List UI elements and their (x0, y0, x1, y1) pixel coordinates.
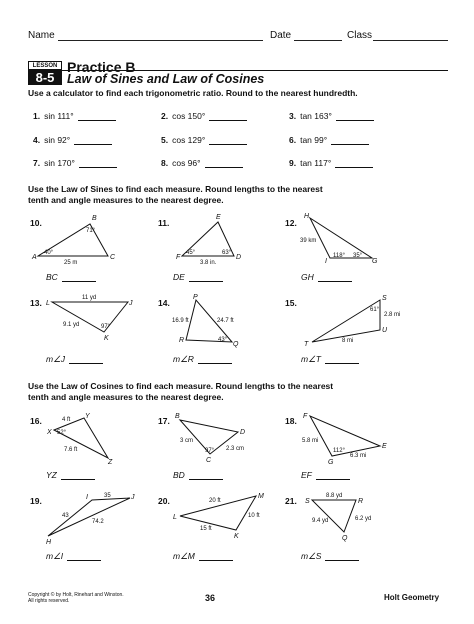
problem-number: 6. (289, 135, 297, 145)
answer-blank[interactable] (61, 471, 95, 480)
vertex-b: B (175, 413, 180, 420)
section3-instruction-line1: Use the Law of Cosines to find each measure. Round lengths to the nearest (28, 381, 334, 391)
answer-label: m∠R (173, 354, 194, 364)
answer-label: m∠J (46, 354, 65, 364)
angle-d-label: 63° (222, 250, 232, 256)
vertex-e: E (216, 214, 221, 221)
problem-18-number: 18. (285, 416, 297, 426)
problem-expr: sin 170° (44, 158, 75, 168)
side-cd-label: 2.3 cm (226, 446, 245, 452)
side-rq-label: 6.2 yd (355, 516, 372, 522)
answer-12 (301, 272, 352, 282)
answer-blank[interactable] (189, 273, 223, 282)
answer-blank[interactable] (69, 355, 103, 364)
vertex-l: L (173, 514, 177, 521)
side-lk-label: 15 ft (200, 526, 212, 532)
page-title: Practice B (67, 59, 136, 75)
vertex-x: X (47, 429, 52, 436)
problem-10-number: 10. (30, 218, 42, 228)
angle-b-label: 71° (86, 228, 96, 234)
vertex-p: P (193, 294, 198, 301)
answer-label: YZ (46, 470, 57, 480)
answer-18 (301, 470, 350, 480)
answer-blank[interactable] (316, 471, 350, 480)
side-ij-label: 35 (104, 493, 111, 499)
answer-15 (301, 354, 359, 365)
vertex-d: D (236, 254, 242, 261)
problem-expr: sin 111° (44, 111, 74, 121)
name-label: Name (28, 30, 55, 41)
problem-17-number: 17. (158, 416, 170, 426)
answer-blank[interactable] (325, 552, 359, 561)
side-mk-label: 10 ft (248, 513, 260, 519)
answer-label: EF (301, 470, 312, 480)
answer-blank[interactable] (325, 355, 359, 364)
side-pr-label: 16.9 ft (172, 318, 189, 324)
vertex-c: C (206, 457, 212, 464)
vertex-r: R (179, 337, 185, 344)
vertex-y: Y (85, 413, 90, 420)
vertex-j: J (129, 300, 133, 307)
answer-label: BC (46, 272, 58, 282)
section3-instruction (28, 381, 448, 403)
angle-k-label: 97° (101, 324, 111, 330)
side-tu-label: 8 mi (342, 338, 354, 344)
side-hi-label: 43 (62, 513, 69, 519)
vertex-k: K (234, 533, 239, 540)
vertex-l: L (46, 300, 50, 307)
problem-number: 7. (33, 158, 41, 168)
problem-12-number: 12. (285, 218, 297, 228)
copyright (28, 592, 124, 604)
problem-expr: tan 117° (300, 158, 332, 168)
vertex-e: E (382, 443, 387, 450)
vertex-a: A (32, 254, 37, 261)
vertex-b: B (92, 215, 97, 222)
vertex-r: R (358, 498, 364, 505)
lesson-number: 8-5 (35, 70, 55, 85)
vertex-q: Q (342, 535, 348, 542)
problem-20-number: 20. (158, 496, 170, 506)
vertex-j: J (131, 494, 135, 501)
vertex-s: S (382, 295, 387, 302)
side-hj-label: 74.2 (92, 519, 104, 525)
problem-14-number: 14. (158, 298, 170, 308)
answer-14 (173, 354, 232, 365)
answer-label: GH (301, 272, 314, 282)
angle-a-label: 40° (44, 250, 54, 256)
side-fg-label: 5.8 mi (302, 438, 319, 444)
problem-21-number: 21. (285, 496, 297, 506)
problem-number: 5. (161, 135, 169, 145)
answer-13 (46, 354, 103, 365)
side-sr-label: 8.8 yd (326, 493, 343, 499)
answer-label: DE (173, 272, 185, 282)
vertex-q: Q (233, 341, 239, 348)
vertex-g: G (372, 258, 378, 265)
answer-16 (46, 470, 95, 480)
angle-c-label: 97° (205, 448, 215, 454)
triangle-xyz (54, 418, 108, 458)
answer-10 (46, 272, 96, 282)
problem-19-number: 19. (30, 496, 42, 506)
problem-number: 9. (289, 158, 297, 168)
answer-label: m∠S (301, 551, 322, 561)
answer-19 (46, 551, 101, 562)
vertex-k: K (104, 335, 109, 342)
side-xy-label: 4 ft (62, 417, 71, 423)
problem-16-number: 16. (30, 416, 42, 426)
angle-i-label: 118° (333, 253, 345, 259)
page-number: 36 (205, 593, 216, 603)
page-subtitle: Law of Sines and Law of Cosines (67, 72, 265, 86)
class-label: Class (347, 30, 373, 41)
copyright-line2: All rights reserved. (28, 598, 70, 604)
side-xz-label: 7.6 ft (64, 447, 78, 453)
side-sq-label: 9.4 yd (312, 518, 329, 524)
answer-11 (173, 272, 223, 282)
answer-blank[interactable] (62, 273, 96, 282)
side-ac-label: 25 m (64, 260, 78, 266)
angle-f-label: 45° (186, 250, 196, 256)
vertex-t: T (304, 341, 309, 348)
problem-number: 2. (161, 111, 169, 121)
section2-instruction-line1: Use the Law of Sines to find each measure. Round lengths to the nearest (28, 184, 323, 194)
triangle-hij (48, 498, 130, 536)
answer-blank[interactable] (318, 273, 352, 282)
problem-expr: cos 150° (172, 111, 206, 121)
vertex-i: I (325, 258, 327, 265)
angle-q-label: 43° (218, 337, 228, 343)
copyright-line1: Copyright © by Holt, Rinehart and Winston. (28, 592, 124, 598)
side-su-label: 2.8 mi (384, 312, 401, 318)
triangle-ghi (310, 218, 372, 258)
side-bc-label: 3 cm (180, 438, 194, 444)
answer-21 (301, 551, 359, 562)
side-pq-label: 24.7 ft (217, 318, 234, 324)
problem-11-number: 11. (158, 218, 170, 228)
vertex-f: F (176, 254, 181, 261)
vertex-s: S (305, 498, 310, 505)
angle-g-label: 112° (333, 448, 345, 454)
problem-expr: cos 129° (172, 135, 206, 145)
vertex-f: F (303, 413, 308, 420)
lesson-tag: LESSON (28, 61, 62, 70)
vertex-d: D (240, 429, 246, 436)
section2-instruction-line2: tenth and angle measures to the nearest degree. (28, 195, 224, 205)
side-lk-label: 9.1 yd (63, 322, 80, 328)
vertex-h: H (304, 213, 310, 220)
problem-number: 3. (289, 111, 297, 121)
problem-number: 4. (33, 135, 41, 145)
side-ge-label: 6.3 mi (350, 453, 367, 459)
date-label: Date (270, 30, 292, 41)
angle-g-label: 35° (353, 253, 363, 259)
problem-expr: tan 99° (300, 135, 328, 145)
vertex-i: I (86, 494, 88, 501)
answer-label: BD (173, 470, 185, 480)
problem-expr: tan 163° (300, 111, 332, 121)
vertex-z: Z (108, 459, 113, 466)
book-title: Holt Geometry (384, 593, 440, 602)
vertex-h: H (46, 539, 52, 546)
section3-instruction-line2: tenth and angle measures to the nearest degree. (28, 392, 224, 402)
answer-blank[interactable] (67, 552, 101, 561)
answer-20 (173, 551, 233, 562)
triangle-efg (310, 416, 380, 456)
vertex-u: U (382, 327, 388, 334)
problem-number: 1. (33, 111, 41, 121)
angle-x-label: 52° (57, 430, 67, 436)
problem-expr: cos 96° (172, 158, 201, 168)
side-lm-label: 20 ft (209, 498, 221, 504)
answer-17 (173, 470, 223, 480)
answer-label: m∠M (173, 551, 195, 561)
answer-blank[interactable] (198, 355, 232, 364)
triangle-qrs (312, 500, 356, 532)
answer-label: m∠T (301, 354, 321, 364)
problem-13-number: 13. (30, 298, 42, 308)
problem-number: 8. (161, 158, 169, 168)
side-fd-label: 3.8 in. (200, 260, 217, 266)
side-lj-label: 11 yd (82, 295, 97, 301)
problem-15-number: 15. (285, 298, 297, 308)
angle-s-label: 61° (370, 307, 380, 313)
section1-instruction: Use a calculator to find each trigonometric ratio. Round to the nearest hundredth. (28, 88, 358, 98)
vertex-c: C (110, 254, 116, 261)
answer-blank[interactable] (199, 552, 233, 561)
side-hi-label: 39 km (300, 238, 317, 244)
answer-label: m∠I (46, 551, 64, 561)
vertex-g: G (328, 459, 334, 466)
vertex-m: M (258, 493, 264, 500)
answer-blank[interactable] (189, 471, 223, 480)
problem-expr: sin 92° (44, 135, 71, 145)
